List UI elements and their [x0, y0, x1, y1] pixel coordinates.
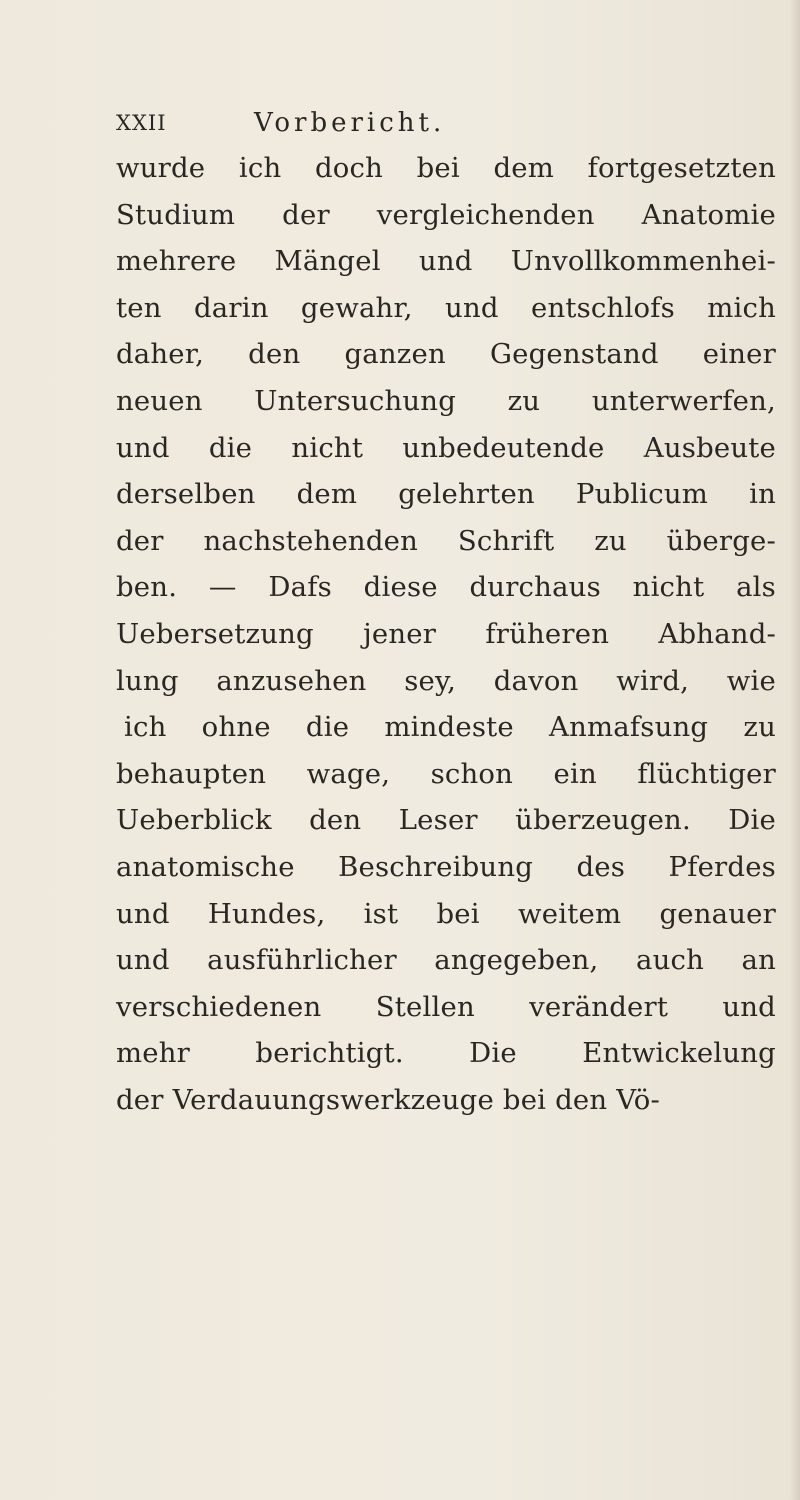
text-line: mehrere Mängel und Unvollkommenhei- — [116, 245, 776, 278]
text-line: ben. — Dafs diese durchaus nicht als — [116, 571, 776, 604]
text-line: ten darin gewahr, und entschlofs mich — [116, 291, 776, 324]
text-line: und Hundes, ist bei weitem genauer — [116, 897, 776, 930]
page-edge-shadow — [790, 0, 800, 1500]
text-line: mehr berichtigt. Die Entwickelung — [116, 1037, 776, 1070]
page-header — [116, 108, 756, 148]
body-text — [116, 145, 776, 1123]
text-line: verschiedenen Stellen verändert und — [116, 990, 776, 1023]
text-line: und ausführlicher angegeben, auch an — [116, 944, 776, 977]
page-number: XXII — [116, 111, 167, 135]
text-line: und die nicht unbedeutende Ausbeute — [116, 431, 776, 464]
text-line: derselben dem gelehrten Publicum in — [116, 478, 776, 511]
text-line: neuen Untersuchung zu unterwerfen, — [116, 384, 776, 417]
text-line: der Verdauungswerkzeuge bei den Vö- — [116, 1083, 661, 1116]
text-line: wurde ich doch bei dem fortgesetzten — [116, 152, 776, 184]
text-line: lung anzusehen sey, davon wird, wie — [116, 664, 776, 697]
text-line: daher, den ganzen Gegenstand einer — [116, 338, 776, 371]
text-line: ich ohne die mindeste Anmafsung zu — [124, 711, 776, 744]
text-line: Studium der vergleichenden Anatomie — [116, 198, 776, 231]
text-line: behaupten wage, schon ein flüchtiger — [116, 757, 776, 790]
text-line: anatomische Beschreibung des Pferdes — [116, 850, 776, 883]
text-line: Uebersetzung jener früheren Abhand- — [116, 617, 776, 650]
text-line: der nachstehenden Schrift zu überge- — [116, 524, 776, 557]
running-title: Vorbericht. — [254, 108, 446, 138]
text-line: Ueberblick den Leser überzeugen. Die — [116, 804, 776, 837]
